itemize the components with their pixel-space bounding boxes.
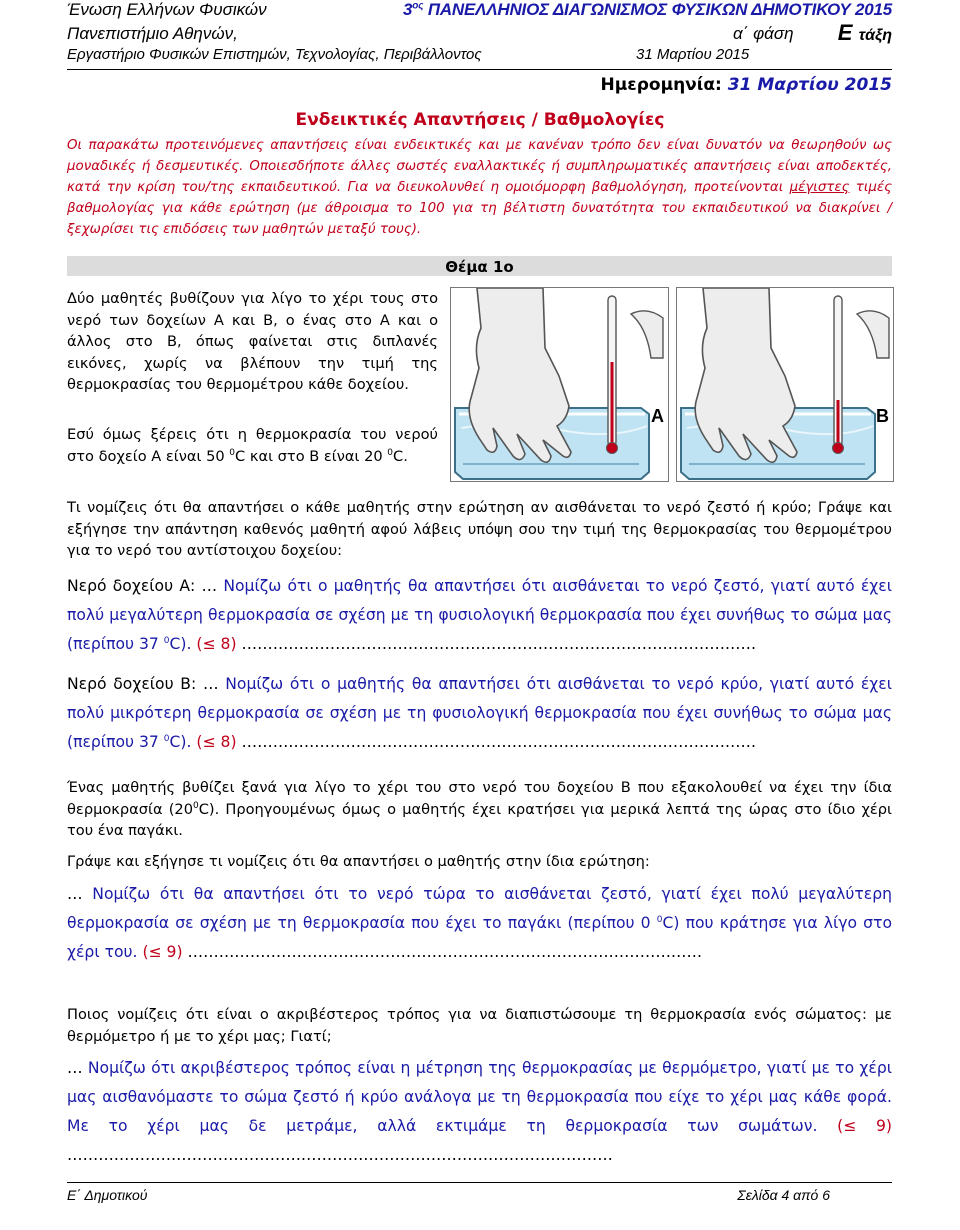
date-label: Ημερομηνία: bbox=[600, 75, 722, 95]
score-badge-method: (≤ 9) bbox=[837, 1117, 892, 1135]
question-paragraph-1: Δύο μαθητές βυθίζουν για λίγο το χέρι τους στο νερό των δοχείων Α και Β, ο ένας στο Α και ο άλλος στο Β, όπως φαίνεται στις διπλανές εικόνες, χωρίς να βλέπουν την τιμή της θερμοκρασίας του θερμομέτρου κάθε δοχείου. bbox=[67, 290, 438, 393]
question-paragraph-5: Γράψε και εξήγησε τι νομίζεις ότι θα απαντήσει ο μαθητής στην ίδια ερώτηση: bbox=[67, 853, 650, 870]
figure-label-b: Β bbox=[876, 406, 889, 426]
page-footer bbox=[67, 1182, 892, 1205]
answer-label-method: … bbox=[67, 1059, 88, 1077]
date-value: 31 Μαρτίου 2015 bbox=[727, 75, 892, 95]
date-line bbox=[601, 75, 892, 95]
figure-container-b bbox=[676, 287, 894, 482]
hand-in-container-a-illustration bbox=[451, 288, 668, 481]
figure-label-a: Α bbox=[651, 406, 664, 426]
question-paragraph-2: Εσύ όμως ξέρεις ότι η θερμοκρασία του νερού στο δοχείο Α είναι 50 $^0$C και στο Β είναι 20 $^0$C. bbox=[67, 426, 438, 465]
contest-title: $3^{o\varsigma}$ ΠΑΝΕΛΛΗΝΙΟΣ ΔΙΑΓΩΝΙΣΜΟΣ ΦΥΣΙΚΩΝ ΔΗΜΟΤΙΚΟΥ 2015 bbox=[403, 0, 892, 19]
question-paragraph-4: Ένας μαθητής βυθίζει ξανά για λίγο το χέρι του στο νερό του δοχείου Β που εξακολουθεί να έχει την ίδια θερμοκρασία $(20^0C)$. Προηγουμένως όμως ο μαθητής έχει κρατήσει για μερικά λεπτά της ώρας στο ίδιο χέρι του ένα παγάκι. bbox=[67, 779, 892, 839]
lab-name: Εργαστήριο Φυσικών Επιστημών, Τεχνολογίας, Περιβάλλοντος bbox=[67, 46, 482, 63]
hand-in-container-b-illustration bbox=[677, 288, 893, 481]
answer-text-b: Νομίζω ότι ο μαθητής θα απαντήσει ότι αισθάνεται το νερό κρύο, γιατί αυτό έχει πολύ μικρότερη θερμοκρασία σε σχέση με τη φυσιολογική θερμοκρασία που έχει συνήθως το σώμα μας (περίπου 37 bbox=[67, 675, 892, 751]
answer-text-ice: Νομίζω ότι θα απαντήσει ότι το νερό τώρα το αισθάνεται ζεστό, γιατί έχει πολύ μεγαλύτερη θερμοκρασία σε σχέση με τη θερμοκρασία που έχει το παγάκι (περίπου 0 bbox=[67, 885, 892, 932]
header-divider bbox=[67, 69, 892, 70]
dotted-line: ……………………………………………………………………………………… bbox=[182, 943, 703, 961]
section-title: Ενδεικτικές Απαντήσεις / Βαθμολογίες bbox=[295, 110, 665, 130]
footer-grade: Ε΄ Δημοτικού bbox=[67, 1187, 148, 1203]
answer-container-ice: … Νομίζω ότι θα απαντήσει ότι το νερό τώρα το αισθάνεται ζεστό, γιατί έχει πολύ μεγαλύτερη θερμοκρασία σε σχέση με τη θερμοκρασία που έχει το παγάκι (περίπου 0 $^0$C) που κράτησε για λίγο στο χέρι του. (≤ 9) ……………………………………………………………………………………… bbox=[67, 885, 892, 961]
dotted-line: ……………………………………………………………………………………… bbox=[236, 635, 757, 653]
answer-text-a: Νομίζω ότι ο μαθητής θα απαντήσει ότι αισθάνεται το νερό ζεστό, γιατί αυτό έχει πολύ μεγαλύτερη θερμοκρασία σε σχέση με τη φυσιολογική θερμοκρασία που έχει συνήθως το σώμα μας (περίπου 37 bbox=[67, 577, 892, 653]
union-name: Ένωση Ελλήνων Φυσικών bbox=[67, 0, 267, 19]
header-date: 31 Μαρτίου 2015 bbox=[636, 46, 750, 63]
header-row-3 bbox=[67, 46, 892, 66]
intro-paragraph: Οι παρακάτω προτεινόμενες απαντήσεις είναι ενδεικτικές και με κανέναν τρόπο δεν είναι δυνατόν να θεωρηθούν ως μοναδικές ή δεσμευτικές. Οποιεσδήποτε άλλες σωστές εναλλακτικές ή συμπληρωματικές απαντήσεις είναι αποδεκτές, κατά την κρίση του/της εκπαιδευτικού. Για να διευκολυνθεί η ομοιόμορφη βαθμολόγηση, προτείνονται μέγιστες τιμές βαθμολογίας για κάθε ερώτηση (με άθροισμα το 100 για τη βέλτιστη δυνατότητα του εκπαιδευτικού να διακρίνει / ξεχωρίσει τις επιδόσεις των μαθητών μεταξύ τους). bbox=[67, 138, 892, 237]
header-row-1 bbox=[67, 0, 892, 22]
question-paragraph-3: Τι νομίζεις ότι θα απαντήσει ο κάθε μαθητής στην ερώτηση αν αισθάνεται το νερό ζεστό ή κρύο; Γράψε και εξήγησε την απάντηση καθενός μαθητή αφού λάβεις υπόψη σου την τιμή της θερμοκρασίας του θερμομέτρου για το νερό του αντίστοιχου δοχείου: bbox=[67, 499, 892, 559]
underlined-word: μέγιστες bbox=[789, 180, 850, 195]
answer-label-b: Νερό δοχείου Β: … bbox=[67, 675, 226, 693]
answer-container-method bbox=[67, 1054, 892, 1170]
score-badge-b: (≤ 8) bbox=[196, 733, 237, 751]
dotted-line: ……………………………………………………………………………………… bbox=[236, 733, 757, 751]
answer-container-b: Νερό δοχείου Β: … Νομίζω ότι ο μαθητής θα απαντήσει ότι αισθάνεται το νερό κρύο, γιατί αυτό έχει πολύ μικρότερη θερμοκρασία σε σχέση με τη φυσιολογική θερμοκρασία που έχει συνήθως το σώμα μας (περίπου 37 $^0$C). (≤ 8) ……………………………………………………………………………………… bbox=[67, 675, 892, 751]
footer-page-number: Σελίδα 4 από 6 bbox=[737, 1187, 830, 1203]
phase-label: α΄ φάση bbox=[733, 24, 794, 43]
answer-container-a: Νερό δοχείου Α: … Νομίζω ότι ο μαθητής θα απαντήσει ότι αισθάνεται το νερό ζεστό, γιατί αυτό έχει πολύ μεγαλύτερη θερμοκρασία σε σχέση με τη φυσιολογική θερμοκρασία που έχει συνήθως το σώμα μας (περίπου 37 $^0$C). (≤ 8) ……………………………………………………………………………………… bbox=[67, 577, 892, 653]
answer-label-a: Νερό δοχείου Α: … bbox=[67, 577, 224, 595]
university-name: Πανεπιστήμιο Αθηνών, bbox=[67, 24, 238, 43]
figure-container-a bbox=[450, 287, 669, 482]
score-badge-a: (≤ 8) bbox=[196, 635, 237, 653]
answer-text-method: Νομίζω ότι ακριβέστερος τρόπος είναι η μέτρηση της θερμοκρασίας με θερμόμετρο, γιατί με το χέρι μας αισθανόμαστε το σώμα ζεστό ή κρύο ανάλογα με τη θερμοκρασία που είχε το χέρι μας κάθε φορά. Με το χέρι μας δε μετράμε, αλλά εκτιμάμε τη θερμοκρασία των σωμάτων. bbox=[67, 1059, 892, 1135]
answer-label-ice: … bbox=[67, 885, 93, 903]
score-badge-ice: (≤ 9) bbox=[142, 943, 183, 961]
grade-label: Ε τάξη bbox=[837, 20, 892, 45]
dotted-line: …………………………………………………………………………………………… bbox=[67, 1146, 613, 1164]
theme-title-bar: Θέμα 1ο bbox=[67, 256, 892, 276]
question-paragraph-6: Ποιος νομίζεις ότι είναι ο ακριβέστερος τρόπος για να διαπιστώσουμε τη θερμοκρασία ενός σώματος: με θερμόμετρο ή με το χέρι μας; Γιατί; bbox=[67, 1006, 892, 1045]
header-row-2 bbox=[67, 20, 892, 46]
